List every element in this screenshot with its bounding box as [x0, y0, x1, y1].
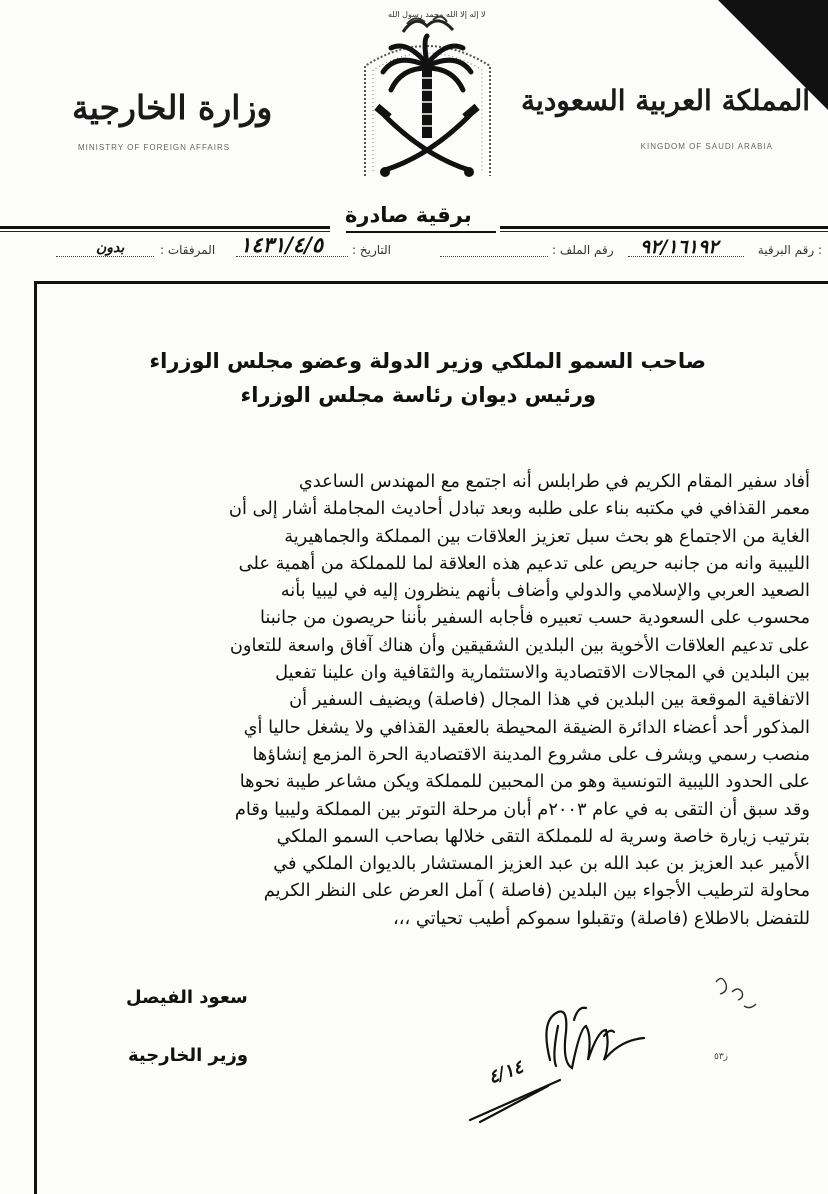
- body-line: على الحدود الليبية التونسية وهو من المحبين للمملكة ويكن مشاعر طيبة نحوها: [239, 771, 810, 793]
- saudi-emblem: [345, 6, 510, 201]
- body-line: الاتفاقية الموقعة بين البلدين في هذا المجال (فاصلة) ويضيف السفير أن: [289, 689, 810, 711]
- body-line: على تدعيم العلاقات الأخوية بين البلدين الشقيقين وأن هناك آفاق واسعة للتعاون: [229, 634, 810, 656]
- corner-fold: [708, 0, 828, 120]
- header-rule-right: [500, 226, 828, 229]
- date-value: ١٤٣١/٤/٥: [240, 232, 324, 257]
- kingdom-name-arabic: المملكة العربية السعودية: [521, 84, 810, 117]
- handwritten-signature: [440, 990, 680, 1130]
- header-rule-right-thin: [500, 231, 828, 232]
- cable-number-value: ٩٢/١٦١٩٢: [640, 236, 719, 258]
- date-label: التاريخ :: [352, 243, 392, 257]
- signature-scribble-icon: [440, 990, 680, 1130]
- body-line: منصب رسمي ويشرف على مشروع المدينة الاقتصادية الحرة المزمع إنشاؤها: [252, 743, 810, 765]
- corner-shape-icon: [708, 0, 828, 120]
- ministry-name-arabic: وزارة الخارجية: [72, 88, 273, 127]
- cable-number-label: رقم البرقية :: [757, 243, 822, 257]
- addressee-line-1: صاحب السمو الملكي وزير الدولة وعضو مجلس الوزراء: [149, 349, 706, 373]
- body-line: المذكور أحد أعضاء الدائرة الضيقة المحيطة بالعقيد القذافي ولا يشغل حاليا أي: [243, 716, 810, 738]
- cable-title-underline: [346, 231, 496, 233]
- margin-note: ز٥٣: [714, 1052, 729, 1062]
- body-line: أفاد سفير المقام الكريم في طرابلس أنه اجتمع مع المهندس الساعدي: [298, 471, 810, 492]
- handwritten-date: ٤/١٤: [485, 1056, 527, 1089]
- palm-swords-icon: [345, 6, 510, 201]
- attachments-dots: [56, 256, 154, 257]
- body-line: بين البلدين في المجالات الاقتصادية والاستثمارية والثقافية وان علينا تفعيل: [275, 662, 810, 684]
- margin-scribble: [708, 972, 768, 1022]
- signatory-name: سعود الفيصل: [126, 987, 248, 1008]
- body-line: بترتيب زيارة خاصة وسرية له للمملكة التقى خلالها بصاحب السمو الملكي: [276, 825, 810, 847]
- body-line: الأمير عبد العزيز بن عبد الله بن عبد العزيز المستشار بالديوان الملكي في: [273, 853, 810, 875]
- body-line: الليبية وانه من جانبه حريص على تدعيم هذه العلاقة لما للمملكة من أهمية على: [238, 552, 810, 574]
- kingdom-name-english: KINGDOM OF SAUDI ARABIA: [640, 142, 773, 151]
- letter-body: [110, 468, 810, 932]
- header-rule-left: [0, 226, 330, 229]
- emblem-caption: لا إله إلا الله محمد رسول الله: [388, 10, 486, 19]
- scribble-mark-icon: [708, 972, 768, 1022]
- file-number-dots: [440, 256, 548, 257]
- attachments-label: المرفقات :: [160, 243, 216, 257]
- addressee-line-2: ورئيس ديوان رئاسة مجلس الوزراء: [240, 383, 596, 407]
- body-line: محسوب على السعودية حسب تعبيره فأجابه السفير بأننا حريصون من جانبنا: [260, 607, 810, 629]
- date-dots: [236, 256, 348, 257]
- body-line: وقد سبق أن التقى به في عام ٢٠٠٣م أبان مرحلة التوتر بين المملكة وليبيا وقام: [234, 798, 810, 820]
- body-line: الصعيد العربي والإسلامي والدولي وأضاف بأنهم ينظرون إليه في ليبيا بأنه: [280, 580, 810, 602]
- ministry-name-english: MINISTRY OF FOREIGN AFFAIRS: [78, 143, 231, 152]
- body-line: للتفضل بالاطلاع (فاصلة) وتقبلوا سموكم أطيب تحياتي ،،،: [393, 907, 810, 929]
- signatory-title: وزير الخارجية: [128, 1045, 249, 1066]
- body-line: معمر القذافي في مكتبه بناء على طلبه وبعد تبادل أحاديث المجاملة أشار إلى أن: [228, 498, 810, 520]
- cable-number-dots: [628, 256, 744, 257]
- body-line: الغاية من الاجتماع هو بحث سبل تعزيز العلاقات بين المملكة والجماهيرية: [284, 525, 810, 547]
- cable-title: برقية صادرة: [345, 203, 472, 227]
- body-line: محاولة لترطيب الأجواء بين البلدين (فاصلة ) آمل العرض على النظر الكريم: [263, 880, 810, 902]
- file-number-label: رقم الملف :: [552, 243, 614, 257]
- attachments-value: بدون: [96, 240, 125, 256]
